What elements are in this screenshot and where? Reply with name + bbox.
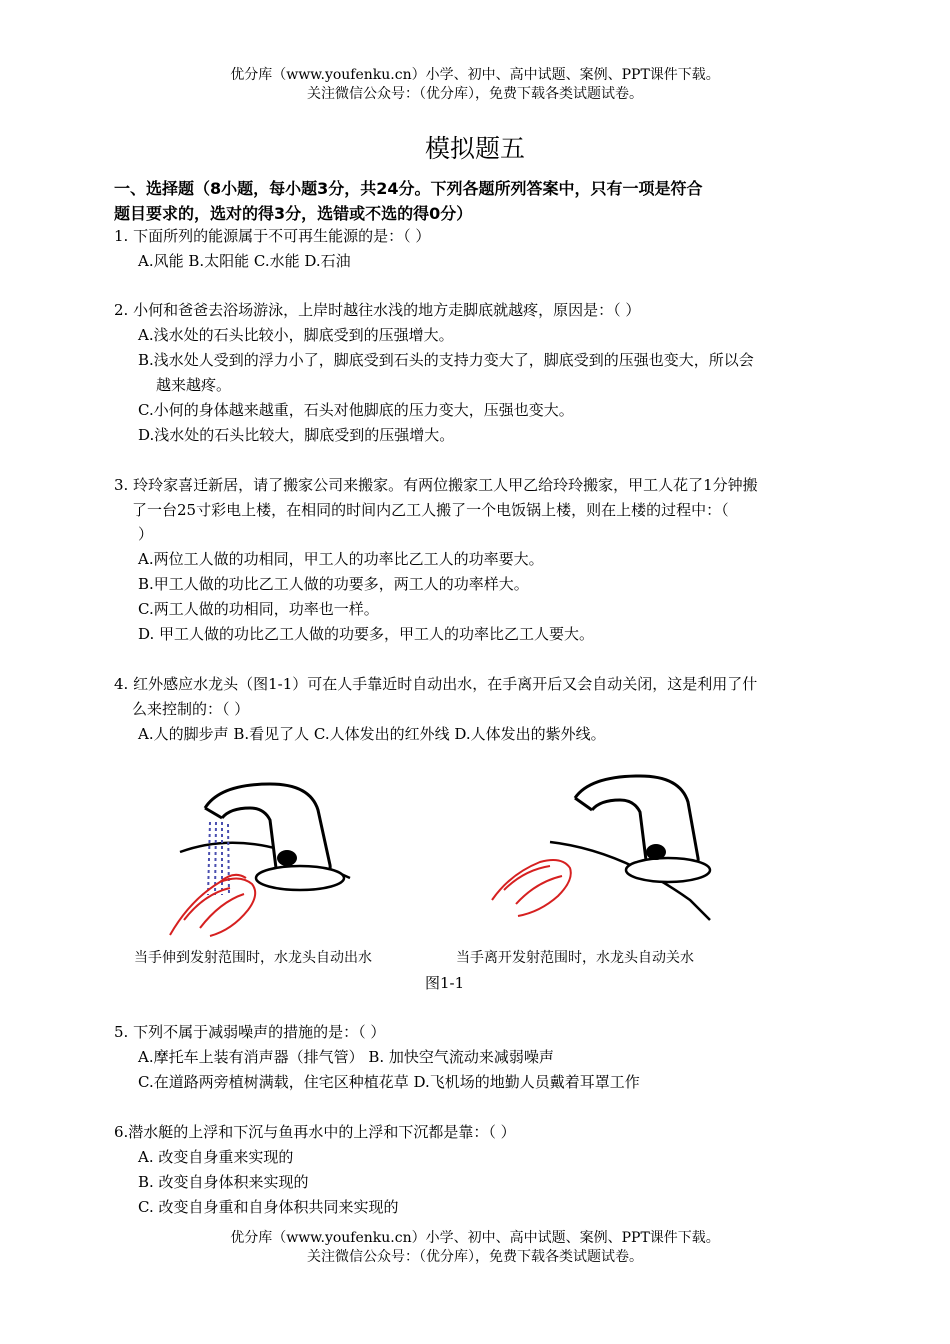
q3-stem-cont: 了一台25寸彩电上楼，在相同的时间内乙工人搬了一个电饭锅上楼，则在上楼的过程中：（ [132, 501, 729, 519]
q3-option-b: B.甲工人做的功比乙工人做的功要多，两工人的功率样大。 [138, 575, 529, 593]
footer-line-2: 关注微信公众号：（优分库），免费下载各类试题试卷。 [307, 1249, 643, 1265]
hands-icon [170, 875, 255, 936]
header-line-2: 关注微信公众号：（优分库），免费下载各类试题试卷。 [307, 86, 643, 102]
section-heading-line-1: 一、选择题（8小题，每小题3分，共24分。下列各题所列答案中，只有一项是符合 [114, 179, 703, 198]
page-title: 模拟题五 [424, 134, 525, 163]
faucet-base [256, 866, 344, 890]
section-heading-line-2: 题目要求的，选对的得3分，选错或不选的得0分） [114, 204, 473, 223]
q3-option-a: A.两位工人做的功相同，甲工人的功率比乙工人的功率要大。 [138, 550, 544, 568]
section-heading [114, 176, 844, 226]
q2-option-b: B.浅水处人受到的浮力小了，脚底受到石头的支持力变大了，脚底受到的压强也变大，所以会 [138, 351, 754, 369]
faucet-on-illustration [160, 770, 370, 940]
q6-stem: 6.潜水艇的上浮和下沉与鱼再水中的上浮和下沉都是靠：（ ） [114, 1123, 516, 1141]
faucet-off-illustration [470, 770, 730, 940]
q4-stem-cont: 么来控制的：（ ） [132, 700, 250, 718]
q5-options-ab: A.摩托车上装有消声器（排气管） B. 加快空气流动来减弱噪声 [138, 1048, 554, 1066]
q3-stem-end: ） [138, 525, 154, 543]
footer-line-1: 优分库（www.youfenku.cn）小学、初中、高中试题、案例、PPT课件下载。 [230, 1230, 720, 1246]
hands-away-icon [492, 860, 571, 916]
q1-stem: 1. 下面所列的能源属于不可再生能源的是：（ ） [114, 227, 431, 245]
q2-option-b-cont: 越来越疼。 [156, 376, 232, 394]
q4-options: A.人的脚步声 B.看见了人 C.人体发出的红外线 D.人体发出的紫外线。 [138, 725, 606, 743]
q3-option-c: C.两工人做的功相同，功率也一样。 [138, 600, 379, 618]
sensor-eye-icon [277, 850, 297, 866]
q3-stem: 3. 玲玲家喜迁新居，请了搬家公司来搬家。有两位搬家工人甲乙给玲玲搬家，甲工人花了1分钟搬 [114, 476, 758, 494]
q6-option-b: B. 改变自身体积来实现的 [138, 1173, 309, 1191]
figure-label: 图1-1 [425, 974, 465, 992]
figure-caption-left: 当手伸到发射范围时，水龙头自动出水 [134, 950, 372, 966]
page-header [0, 66, 950, 104]
q1-options: A.风能 B.太阳能 C.水能 D.石油 [138, 252, 351, 270]
q2-option-c: C.小何的身体越来越重，石头对他脚底的压力变大，压强也变大。 [138, 401, 574, 419]
figure-caption-right: 当手离开发射范围时，水龙头自动关水 [456, 950, 694, 966]
q5-stem: 5. 下列不属于减弱噪声的措施的是：（ ） [114, 1023, 386, 1041]
q6-option-c: C. 改变自身重和自身体积共同来实现的 [138, 1198, 399, 1216]
q4-stem: 4. 红外感应水龙头（图1-1）可在人手靠近时自动出水，在手离开后又会自动关闭，这是利用了什 [114, 675, 758, 693]
page-footer [0, 1229, 950, 1267]
q6-option-a: A. 改变自身重来实现的 [138, 1148, 294, 1166]
q5-options-cd: C.在道路两旁植树满载，住宅区种植花草 D.飞机场的地勤人员戴着耳罩工作 [138, 1073, 640, 1091]
q2-option-a: A.浅水处的石头比较小，脚底受到的压强增大。 [138, 326, 454, 344]
q2-option-d: D.浅水处的石头比较大，脚底受到的压强增大。 [138, 426, 455, 444]
q2-stem: 2. 小何和爸爸去浴场游泳，上岸时越往水浅的地方走脚底就越疼，原因是：（ ） [114, 301, 641, 319]
header-line-1: 优分库（www.youfenku.cn）小学、初中、高中试题、案例、PPT课件下载。 [230, 67, 720, 83]
q3-option-d: D. 甲工人做的功比乙工人做的功要多，甲工人的功率比乙工人要大。 [138, 625, 595, 643]
faucet-base-right [626, 858, 710, 882]
sensor-eye-icon-right [646, 844, 666, 860]
